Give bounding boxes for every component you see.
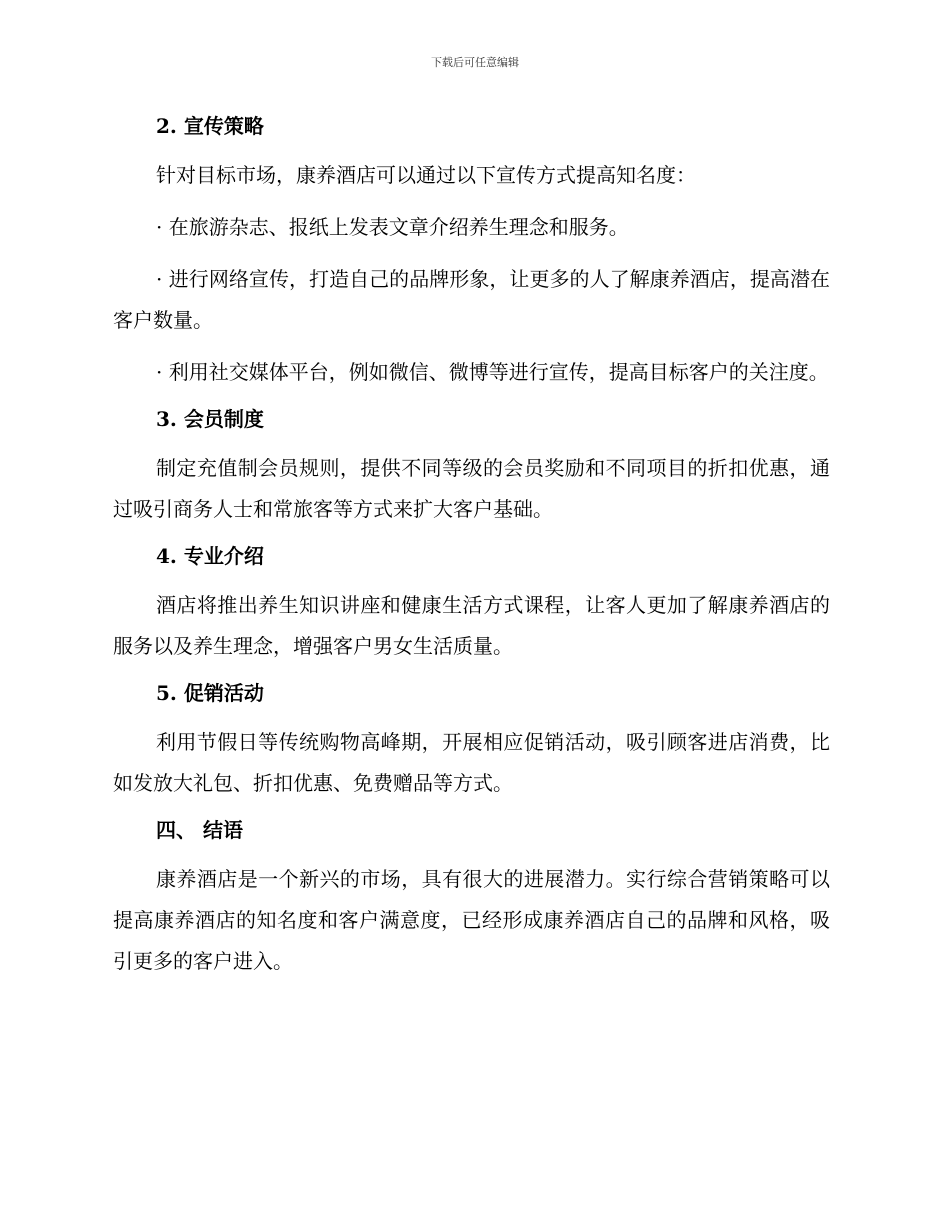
section-heading: 四、 结语 <box>156 818 243 842</box>
bullet-item: · 进行网络宣传，打造自己的品牌形象，让更多的人了解康养酒店，提高潜在客户数量。 <box>113 267 830 332</box>
section-sales-promotion <box>113 678 830 804</box>
section-promotion-strategy <box>113 111 830 393</box>
paragraph: 制定充值制会员规则，提供不同等级的会员奖励和不同项目的折扣优惠，通过吸引商务人士和常旅客等方式来扩大客户基础。 <box>113 456 830 521</box>
document-body <box>113 103 830 993</box>
section-membership <box>113 404 830 530</box>
paragraph: 利用节假日等传统购物高峰期，开展相应促销活动，吸引顾客进店消费，比如发放大礼包、折扣优惠、免费赠品等方式。 <box>113 730 830 795</box>
bullet-item: · 利用社交媒体平台，例如微信、微博等进行宣传，提高目标客户的关注度。 <box>156 360 829 384</box>
paragraph: 酒店将推出养生知识讲座和健康生活方式课程，让客人更加了解康养酒店的服务以及养生理念，增强客户男女生活质量。 <box>113 593 830 658</box>
section-heading: 5. 促销活动 <box>156 681 264 705</box>
section-heading: 3. 会员制度 <box>156 407 264 431</box>
section-conclusion <box>113 815 830 982</box>
page-header: 下载后可任意编辑 <box>431 56 519 69</box>
paragraph: 针对目标市场，康养酒店可以通过以下宣传方式提高知名度： <box>156 163 696 187</box>
bullet-item: · 在旅游杂志、报纸上发表文章介绍养生理念和服务。 <box>156 215 629 239</box>
section-professional-intro <box>113 541 830 667</box>
paragraph: 康养酒店是一个新兴的市场，具有很大的进展潜力。实行综合营销策略可以提高康养酒店的知名度和客户满意度，已经形成康养酒店自己的品牌和风格，吸引更多的客户进入。 <box>113 867 830 973</box>
section-heading: 4. 专业介绍 <box>156 544 264 568</box>
section-heading: 2. 宣传策略 <box>156 114 264 138</box>
